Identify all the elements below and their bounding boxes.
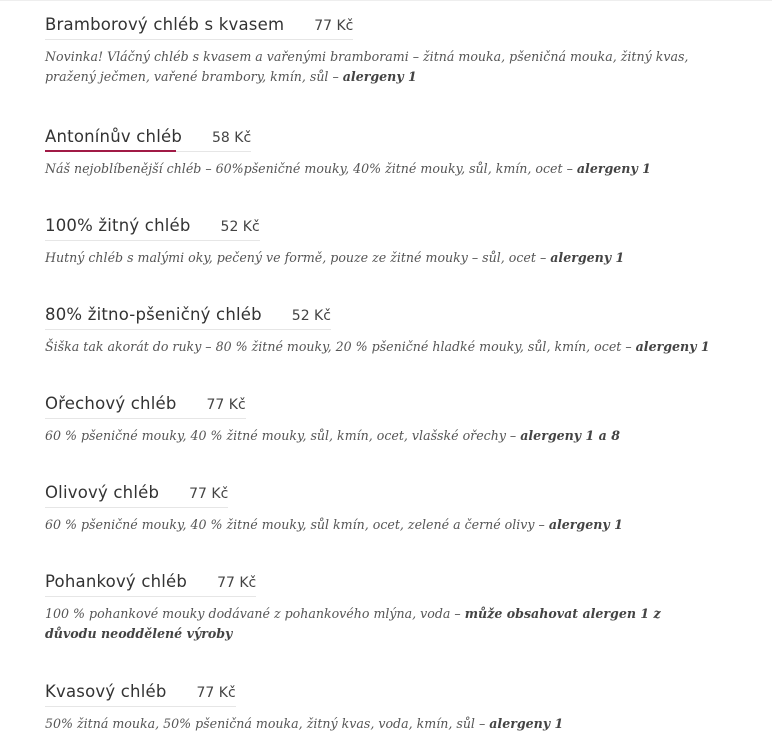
menu-item-allergens: alergeny 1: [342, 69, 417, 84]
menu-item-allergens: alergeny 1: [550, 250, 625, 265]
menu-item-allergens: alergeny 1 a 8: [520, 428, 620, 443]
menu-item-allergens: alergeny 1: [576, 161, 651, 176]
menu-item-price: 58 Kč: [212, 130, 252, 146]
menu-item-price: 52 Kč: [291, 308, 331, 324]
menu-item: [45, 15, 725, 87]
menu-item-description: [45, 714, 725, 734]
menu-item-price: 77 Kč: [217, 575, 257, 591]
menu-item-description: [45, 515, 725, 535]
menu-item: [45, 127, 725, 179]
menu-item-header[interactable]: [45, 127, 251, 152]
menu-item-name: Antonínův chléb: [45, 127, 183, 146]
menu-item-name: Bramborový chléb s kvasem: [45, 15, 285, 34]
menu-item-header: [45, 15, 353, 40]
menu-item: [45, 216, 725, 268]
menu-item-header: [45, 682, 236, 707]
menu-item-ingredients: 60 % pšeničné mouky, 40 % žitné mouky, sůl kmín, ocet, zelené a černé olivy –: [45, 517, 549, 532]
menu-item-name: Olivový chléb: [45, 483, 160, 502]
menu-item-description: [45, 337, 725, 357]
menu-item-allergens: alergeny 1: [635, 339, 710, 354]
menu-item-allergens: alergeny 1: [489, 716, 564, 731]
menu-item-name: Ořechový chléb: [45, 394, 177, 413]
menu-item-name: 80% žitno-pšeničný chléb: [45, 305, 262, 324]
menu-item-ingredients: 100 % pohankové mouky dodávané z pohankového mlýna, voda –: [45, 606, 465, 621]
menu-item-header: [45, 572, 256, 597]
menu-item-allergens: může obsahovat alergen 1 z důvodu neoddělené výroby: [45, 606, 661, 641]
menu-item-header: [45, 305, 331, 330]
menu-item-name: Pohankový chléb: [45, 572, 188, 591]
menu-item-description: [45, 47, 725, 87]
menu-item: [45, 394, 725, 446]
menu-item-ingredients: Náš nejoblíbenější chléb – 60%pšeničné mouky, 40% žitné mouky, sůl, kmín, ocet –: [45, 161, 577, 176]
menu-item-name: Kvasový chléb: [45, 682, 167, 701]
menu-item: [45, 305, 725, 357]
menu-item-ingredients: Hutný chléb s malými oky, pečený ve formě, pouze ze žitné mouky – sůl, ocet –: [45, 250, 551, 265]
menu-item: [45, 572, 705, 644]
menu-item-allergens: alergeny 1: [548, 517, 623, 532]
menu-item-ingredients: 50% žitná mouka, 50% pšeničná mouka, žitný kvas, voda, kmín, sůl –: [45, 716, 490, 731]
menu-item-description: [45, 604, 705, 644]
menu-item-description: [45, 248, 725, 268]
menu-item-price: 77 Kč: [314, 18, 354, 34]
menu-item-header: [45, 394, 246, 419]
top-divider: [0, 0, 772, 1]
menu-item-header: [45, 216, 260, 241]
menu-item: [45, 682, 725, 734]
menu-item-name: 100% žitný chléb: [45, 216, 191, 235]
menu-item-description: [45, 159, 725, 179]
menu-item: [45, 483, 725, 535]
menu-item-description: [45, 426, 725, 446]
menu-item-price: 52 Kč: [220, 219, 260, 235]
menu-item-ingredients: Šiška tak akorát do ruky – 80 % žitné mouky, 20 % pšeničné hladké mouky, sůl, kmín, ocet –: [45, 339, 636, 354]
menu-item-price: 77 Kč: [189, 486, 229, 502]
menu-item-price: 77 Kč: [196, 685, 236, 701]
menu-item-header: [45, 483, 228, 508]
menu-item-ingredients: 60 % pšeničné mouky, 40 % žitné mouky, sůl, kmín, ocet, vlašské ořechy –: [45, 428, 521, 443]
menu-item-price: 77 Kč: [206, 397, 246, 413]
menu-item-ingredients: Novinka! Vláčný chléb s kvasem a vařenými bramborami – žitná mouka, pšeničná mouka, žitný kvas, pražený ječmen, vařené brambory, kmín, sůl –: [45, 49, 689, 84]
